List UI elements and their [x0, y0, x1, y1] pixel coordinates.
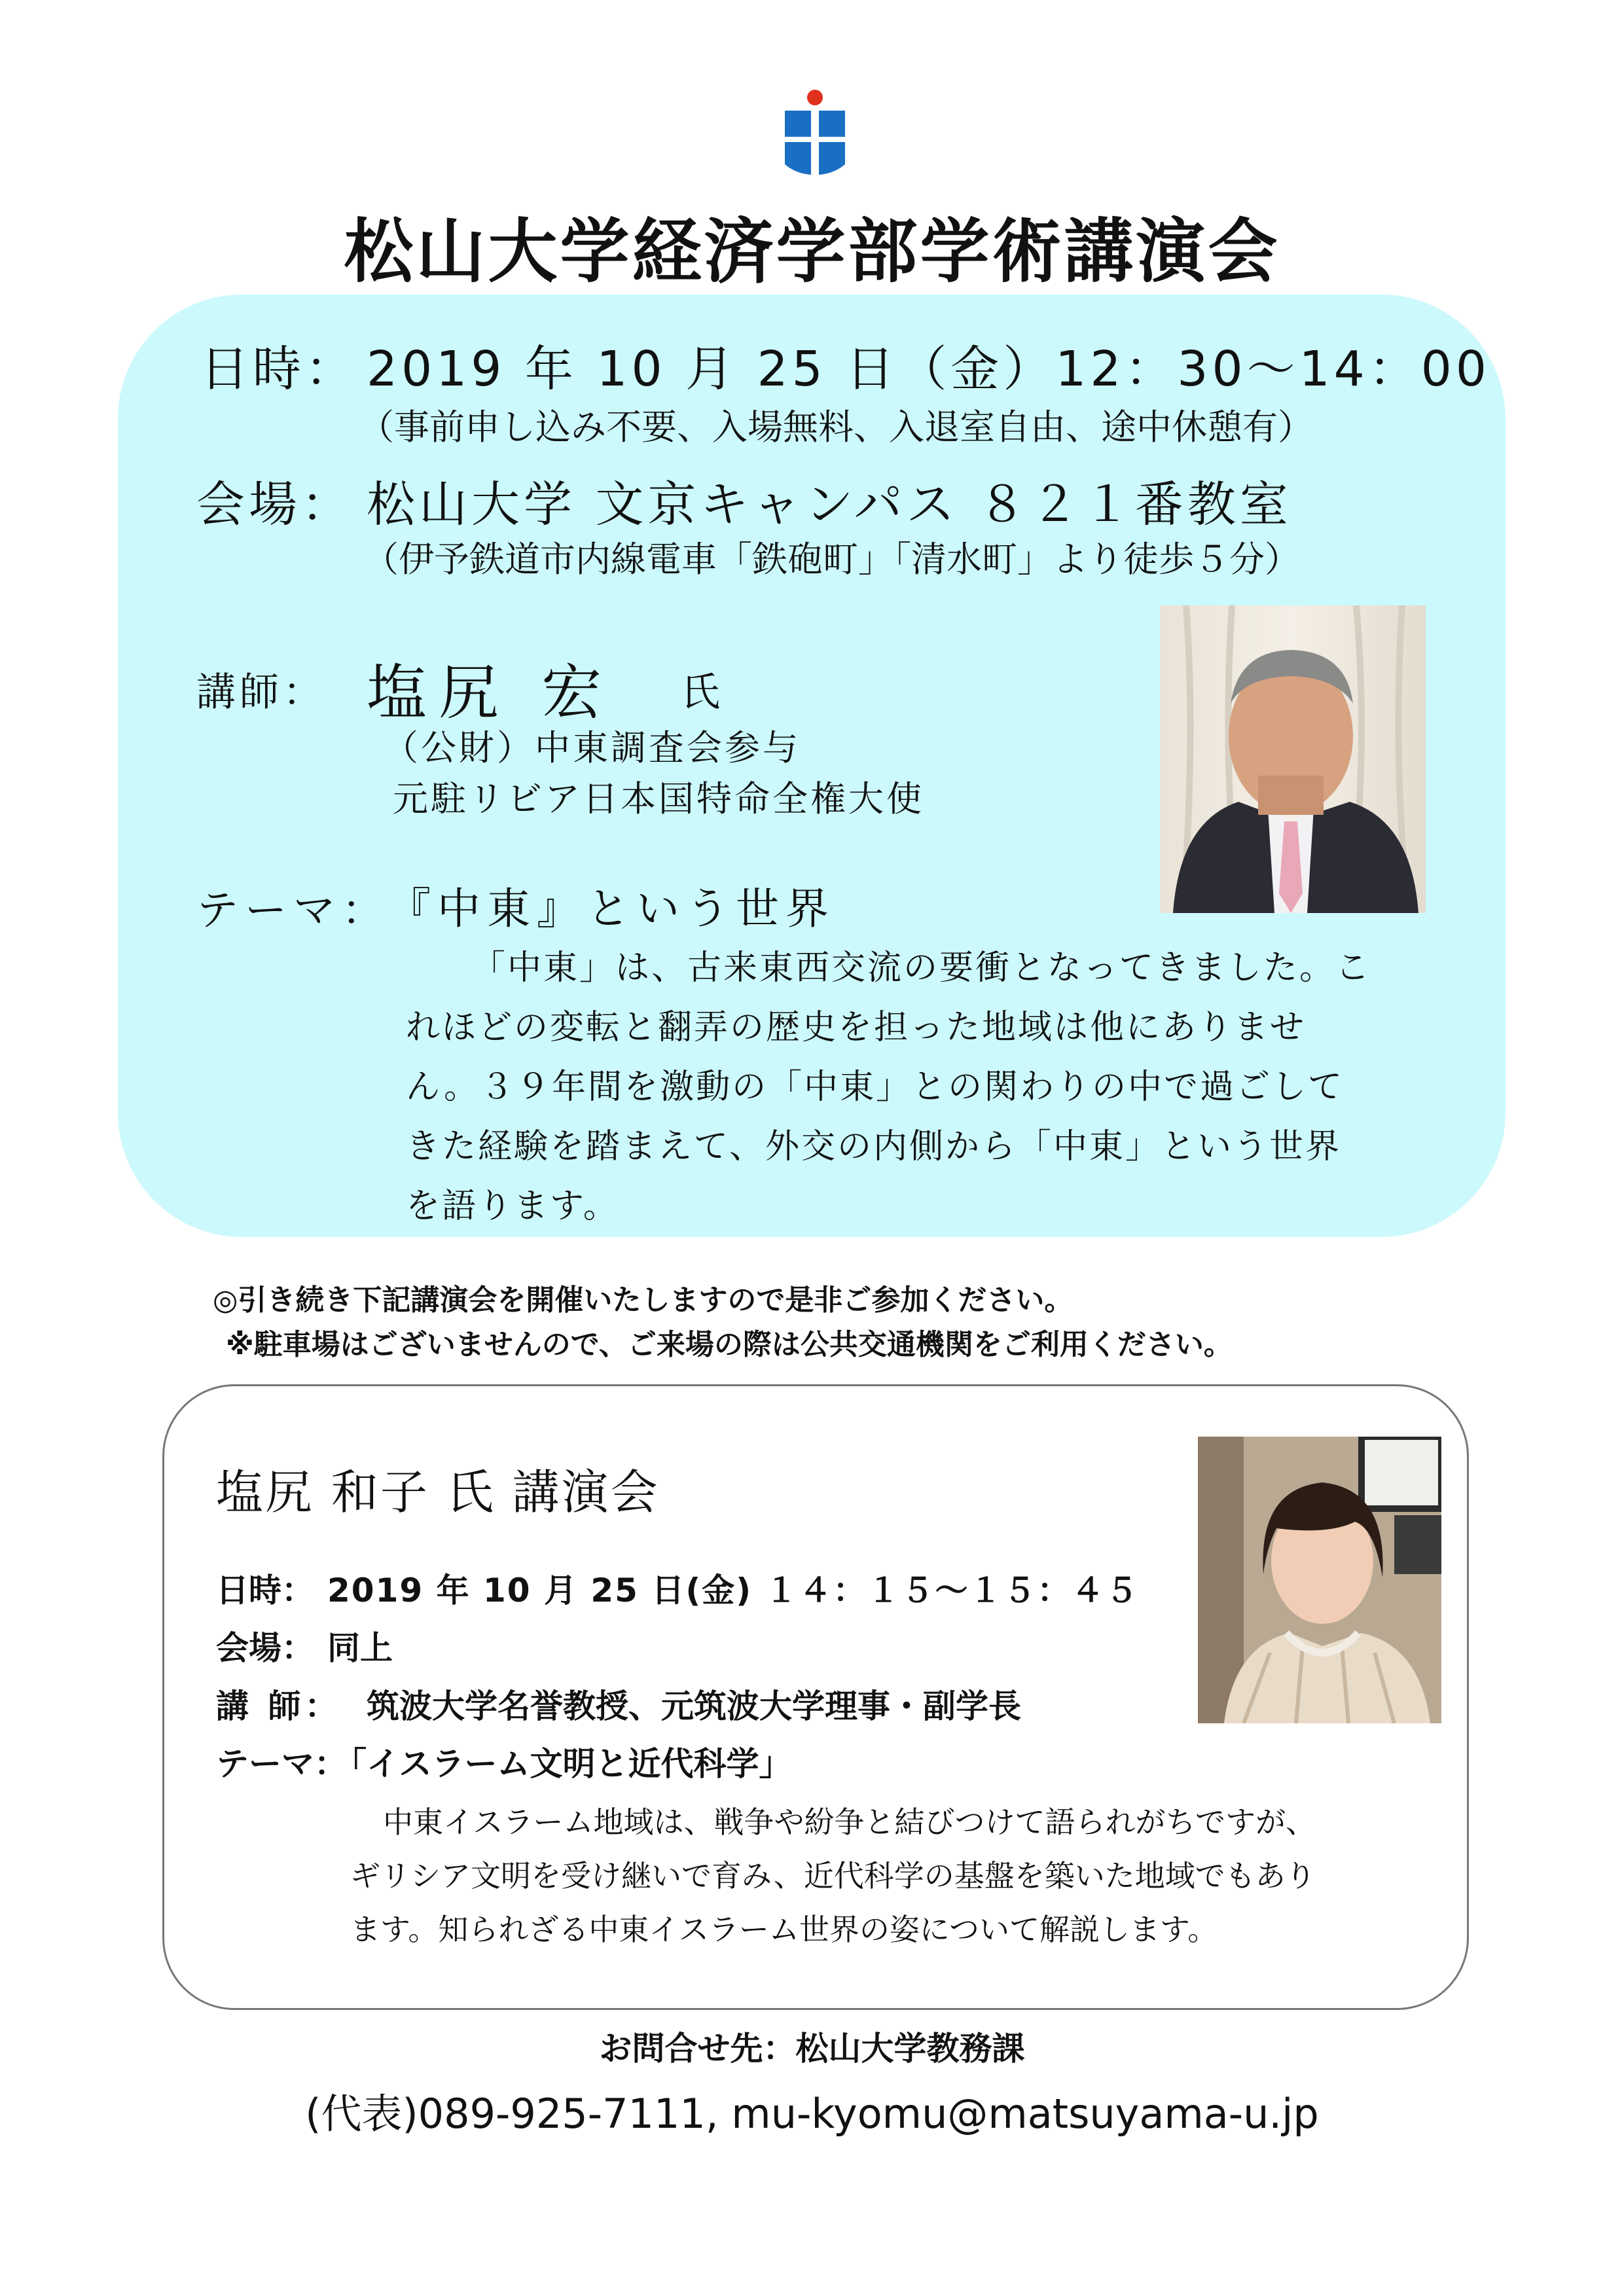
lecture2-theme: 「イスラーム文明と近代科学」 [334, 1745, 792, 1783]
lecture1-desc-line: れほどの変転と翻弄の歴史を担った地域は他にありませ [406, 1008, 1307, 1047]
lecture1-lecturer-suffix: 氏 [681, 670, 720, 715]
lecture2-datetime-label: 日時： [216, 1571, 314, 1609]
contact-detail: (代表)089-925-7111, mu-kyomu@matsuyama-u.jp [305, 2090, 1319, 2138]
lecture1-desc-line: ん。３９年間を激動の「中東」との関わりの中で過ごして [406, 1067, 1344, 1107]
lecture2-desc-line: ギリシア文明を受け継いで育み、近代科学の基盤を築いた地域でもあり [350, 1858, 1316, 1893]
lecture2-lecturer: 筑波大学名誉教授、元筑波大学理事・副学長 [367, 1687, 1021, 1725]
lecture2-desc-line: ます。知られざる中東イスラーム世界の姿について解説します。 [350, 1912, 1218, 1947]
lecturer2-photo [1198, 1437, 1441, 1723]
lecturer1-photo [1160, 605, 1426, 913]
lecture2-theme-label: テーマ： [216, 1745, 347, 1783]
lecture1-venue-note: （伊予鉄道市内線電車「鉄砲町」「清水町」より徒歩５分） [363, 539, 1300, 580]
university-logo [776, 88, 854, 180]
lecture1-desc-line: 「中東」は、古来東西交流の要衝となってきました。こ [471, 948, 1372, 988]
lecture1-theme: 『中東』という世界 [388, 884, 835, 934]
lecture1-lecturer-title2: 元駐リビア日本国特命全権大使 [393, 778, 924, 819]
lecture2-datetime: 2019 年 10 月 25 日(金) １４：１５～１５：４５ [327, 1571, 1140, 1609]
lecture1-venue-label: 会場： [196, 476, 353, 533]
lecture2-heading: 塩尻 和子 氏 講演会 [216, 1465, 660, 1520]
lecture2-venue: 同上 [327, 1629, 393, 1667]
lecture1-desc-line: を語ります。 [406, 1187, 619, 1226]
page-title: 松山大学経済学部学術講演会 [344, 211, 1280, 292]
lecture1-datetime-label: 日時： [200, 341, 357, 397]
lecture1-theme-label: テーマ： [196, 887, 390, 935]
lecture1-venue: 松山大学 文京キャンパス ８２１番教室 [367, 476, 1292, 533]
lecture1-datetime-note: （事前申し込み不要、入場無料、入退室自由、途中休憩有） [359, 406, 1313, 448]
lecture1-datetime: 2019 年 10 月 25 日（金）12：30～14：00 [367, 341, 1490, 397]
lecture1-desc-line: きた経験を踏まえて、外交の内側から「中東」という世界 [406, 1127, 1341, 1166]
contact-title: お問合せ先：松山大学教務課 [599, 2030, 1025, 2068]
notice-continue: ◎引き続き下記講演会を開催いたしますので是非ご参加ください。 [213, 1283, 1074, 1317]
notice-parking: ※駐車場はございませんので、ご来場の際は公共交通機関をご利用ください。 [226, 1328, 1233, 1361]
lecture2-venue-label: 会場： [216, 1629, 314, 1667]
lecture1-lecturer-name: 塩尻 宏 [367, 658, 614, 728]
lecture2-desc-line: 中東イスラーム地域は、戦争や紛争と結びつけて語られがちですが、 [383, 1804, 1316, 1840]
lecture1-lecturer-title1: （公財）中東調査会参与 [383, 727, 801, 768]
lecture2-lecturer-label: 講 師： [216, 1687, 342, 1725]
lecture1-lecturer-label: 講師： [196, 670, 326, 715]
